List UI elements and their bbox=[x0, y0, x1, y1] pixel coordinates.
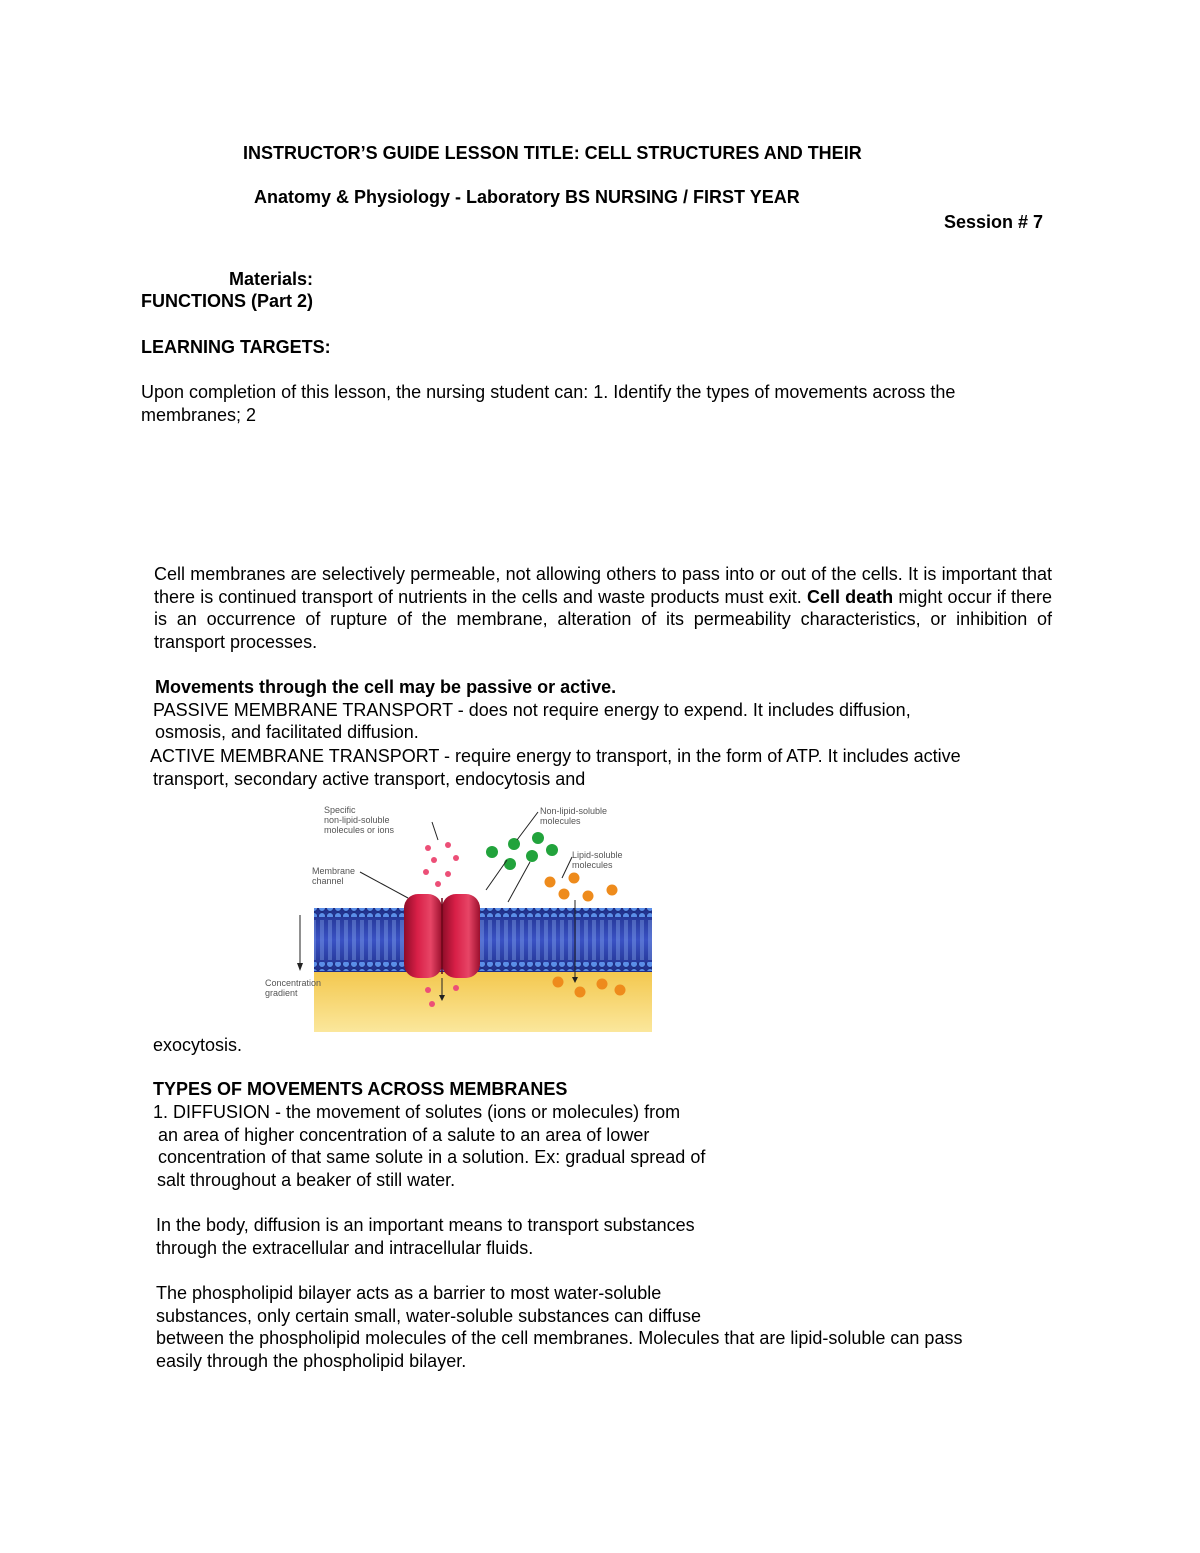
active-transport-line: ACTIVE MEMBRANE TRANSPORT - require energy to transport, in the form of ATP. It includes active bbox=[150, 746, 961, 766]
label-specific-line: non-lipid-soluble bbox=[324, 815, 390, 825]
types-heading: TYPES OF MOVEMENTS ACROSS MEMBRANES bbox=[153, 1079, 568, 1099]
label-non-lipid-line: Non-lipid-soluble bbox=[540, 806, 608, 816]
body-diffusion-paragraph bbox=[156, 1214, 695, 1259]
learning-target-line: Upon completion of this lesson, the nursing student can: 1. Identify the types of movements across the bbox=[141, 382, 956, 402]
non-lipid-soluble-molecules bbox=[486, 832, 558, 870]
label-channel-line: Membrane bbox=[312, 866, 356, 876]
diffusion-line: an area of higher concentration of a salute to an area of lower bbox=[158, 1124, 650, 1145]
movements-heading: Movements through the cell may be passive or active. bbox=[155, 677, 617, 697]
passive-transport-line: osmosis, and facilitated diffusion. bbox=[155, 722, 419, 742]
session-number: Session # 7 bbox=[944, 212, 1044, 232]
cytoplasm-region bbox=[314, 968, 652, 1032]
label-specific-line: Specific bbox=[324, 805, 356, 815]
body-diffusion-line: through the extracellular and intracellular fluids. bbox=[156, 1237, 534, 1258]
bilayer-paragraph bbox=[156, 1282, 962, 1372]
label-non-lipid-line: molecules bbox=[540, 816, 581, 826]
course-subtitle: Anatomy & Physiology - Laboratory BS NURSING / FIRST YEAR bbox=[254, 187, 800, 207]
body-diffusion-line: In the body, diffusion is an important means to transport substances bbox=[156, 1215, 695, 1235]
label-lipid-line: Lipid-soluble bbox=[572, 850, 623, 860]
membrane-channel bbox=[404, 894, 480, 978]
intro-paragraph bbox=[154, 563, 1052, 653]
label-lipid-line: molecules bbox=[572, 860, 613, 870]
label-non-lipid bbox=[540, 806, 610, 826]
learning-target-line: membranes; 2 bbox=[141, 405, 257, 425]
membrane-diagram-svg bbox=[262, 800, 662, 1035]
label-channel-line: channel bbox=[312, 876, 344, 886]
diffusion-paragraph bbox=[153, 1101, 705, 1191]
cell-death-term: Cell death bbox=[806, 586, 894, 607]
intro-text-continued: might occur if there is an occurrence of rupture of the membrane, alteration of its permeability characteristics, or inhibition of transport processes. bbox=[154, 586, 1052, 652]
label-specific bbox=[324, 805, 395, 835]
bilayer-line: The phospholipid bilayer acts as a barrier to most water-soluble bbox=[156, 1283, 662, 1303]
label-lipid-soluble bbox=[572, 850, 625, 870]
learning-targets-heading: LEARNING TARGETS: bbox=[141, 337, 331, 357]
label-gradient-line: gradient bbox=[265, 988, 298, 998]
diffusion-line: 1. DIFFUSION - the movement of solutes (ions or molecules) from bbox=[153, 1102, 681, 1122]
page-title: INSTRUCTOR’S GUIDE LESSON TITLE: CELL STRUCTURES AND THEIR bbox=[243, 143, 862, 163]
bilayer-line: substances, only certain small, water-soluble substances can diffuse bbox=[156, 1305, 701, 1326]
materials-label: Materials: bbox=[229, 269, 314, 289]
label-membrane-channel bbox=[312, 866, 358, 886]
active-transport-line: transport, secondary active transport, endocytosis and bbox=[153, 769, 586, 789]
intro-text: Cell membranes are selectively permeable, not allowing others to pass into or out of the cells. It is important that there is continued transport of nutrients in the cells and waste products must exit. bbox=[154, 564, 1052, 607]
membrane-transport-diagram bbox=[262, 800, 662, 1035]
bilayer-line: easily through the phospholipid bilayer. bbox=[156, 1350, 467, 1371]
bilayer-line: between the phospholipid molecules of the cell membranes. Molecules that are lipid-soluble can pass bbox=[156, 1328, 963, 1348]
label-gradient-line: Concentration bbox=[265, 978, 322, 988]
passive-transport-line: PASSIVE MEMBRANE TRANSPORT - does not require energy to expend. It includes diffusion, bbox=[153, 700, 911, 720]
functions-label: FUNCTIONS (Part 2) bbox=[141, 291, 314, 311]
active-transport-line: exocytosis. bbox=[153, 1035, 243, 1055]
diffusion-line: salt throughout a beaker of still water. bbox=[157, 1169, 456, 1190]
diffusion-line: concentration of that same solute in a solution. Ex: gradual spread of bbox=[158, 1147, 706, 1167]
label-specific-line: molecules or ions bbox=[324, 825, 395, 835]
